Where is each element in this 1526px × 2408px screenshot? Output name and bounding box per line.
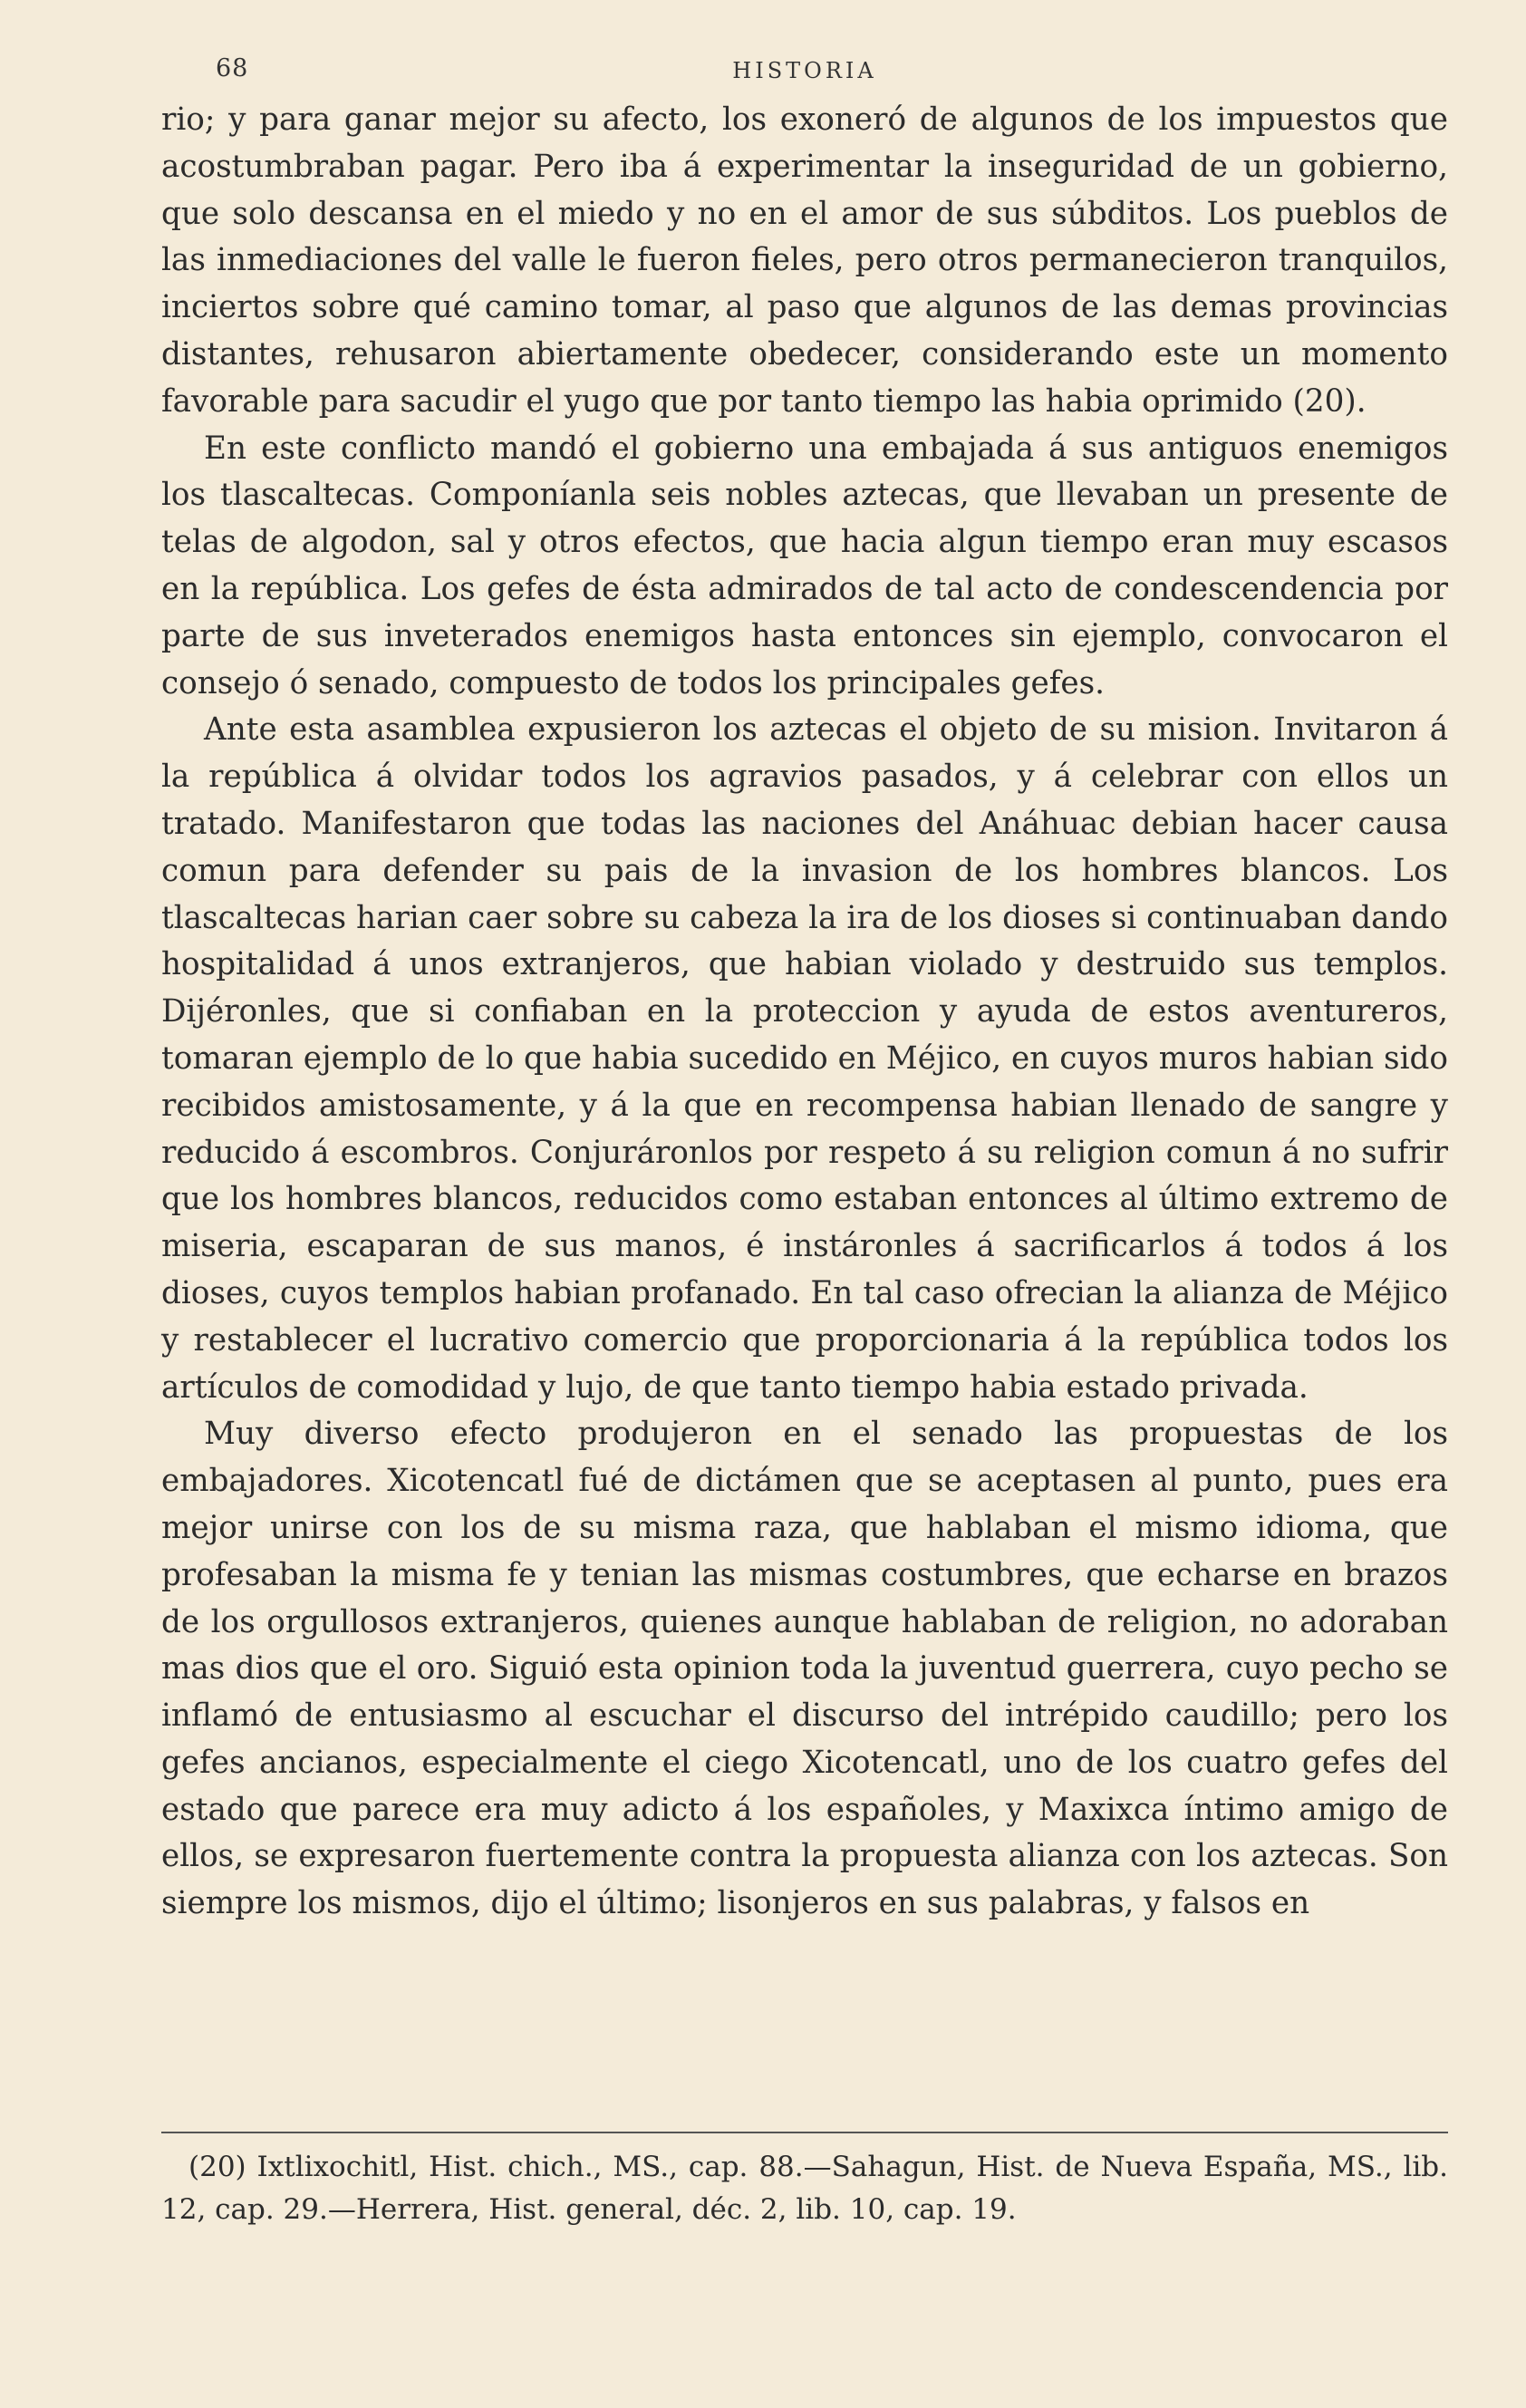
paragraph-1: rio; y para ganar mejor su afecto, los exoneró de algunos de los impuestos que acostumbraban pagar. Pero iba á experimentar la inseguridad de un gobierno, que solo descansa en el miedo y no en el amor de sus súbditos. Los pueblos de las inmediaciones del valle le fueron fieles, pero otros permanecieron tranquilos, inciertos sobre qué camino tomar, al paso que algunos de las demas provincias distantes, rehusaron abiertamente obedecer, considerando este un momento favorable para sacudir el yugo que por tanto tiempo las habia oprimido (20). — [161, 102, 1448, 420]
footnote: (20) Ixtlixochitl, Hist. chich., MS., cap. 88.—Sahagun, Hist. de Nueva España, MS., lib. 12, cap. 29.—Herrera, Hist. general, déc. 2, lib. 10, cap. 19. — [161, 2151, 1448, 2226]
page-number: 68 — [216, 54, 249, 82]
body-text — [161, 97, 1448, 1928]
page-header — [161, 54, 1448, 91]
running-head: HISTORIA — [732, 58, 877, 83]
paragraph-4: Muy diverso efecto produjeron en el senado las propuestas de los embajadores. Xicotencatl fué de dictámen que se aceptasen al punto, pues era mejor unirse con los de su misma raza, que hablaban el mismo idioma, que profesaban la misma fe y tenian las mismas costumbres, que echarse en brazos de los orgullosos extranjeros, quienes aunque hablaban de religion, no adoraban mas dios que el oro. Siguió esta opinion toda la juventud guerrera, cuyo pecho se inflamó de entusiasmo al escuchar el discurso del intrépido caudillo; pero los gefes ancianos, especialmente el ciego Xicotencatl, uno de los cuatro gefes del estado que parece era muy adicto á los españoles, y Maxixca íntimo amigo de ellos, se expresaron fuertemente contra la propuesta alianza con los aztecas. Son siempre los mismos, dijo el último; lisonjeros en sus palabras, y falsos en — [161, 1416, 1448, 1922]
paragraph-2: En este conflicto mandó el gobierno una embajada á sus antiguos enemigos los tlascaltecas. Componíanla seis nobles aztecas, que llevaban un presente de telas de algodon, sal y otros efectos, que hacia algun tiempo eran muy escasos en la república. Los gefes de ésta admirados de tal acto de condescendencia por parte de sus inveterados enemigos hasta entonces sin ejemplo, convocaron el consejo ó senado, compuesto de todos los principales gefes. — [161, 430, 1448, 701]
paragraph-3: Ante esta asamblea expusieron los aztecas el objeto de su mision. Invitaron á la república á olvidar todos los agravios pasados, y á celebrar con ellos un tratado. Manifestaron que todas las naciones del Anáhuac debian hacer causa comun para defender su pais de la invasion de los hombres blancos. Los tlascaltecas harian caer sobre su cabeza la ira de los dioses si continuaban dando hospitalidad á unos extranjeros, que habian violado y destruido sus templos. Dijéronles, que si confiaban en la proteccion y ayuda de estos aventureros, tomaran ejemplo de lo que habia sucedido en Méjico, en cuyos muros habian sido recibidos amistosamente, y á la que en recompensa habian llenado de sangre y reducido á escombros. Conjuráronlos por respeto á su religion comun á no sufrir que los hombres blancos, reducidos como estaban entonces al último extremo de miseria, escaparan de sus manos, é instáronles á sacrificarlos á todos á los dioses, cuyos templos habian profanado. En tal caso ofrecian la alianza de Méjico y restablecer el lucrativo comercio que proporcionaria á la república todos los artículos de comodidad y lujo, de que tanto tiempo habia estado privada. — [161, 711, 1448, 1406]
footnote-divider — [161, 2132, 1448, 2133]
